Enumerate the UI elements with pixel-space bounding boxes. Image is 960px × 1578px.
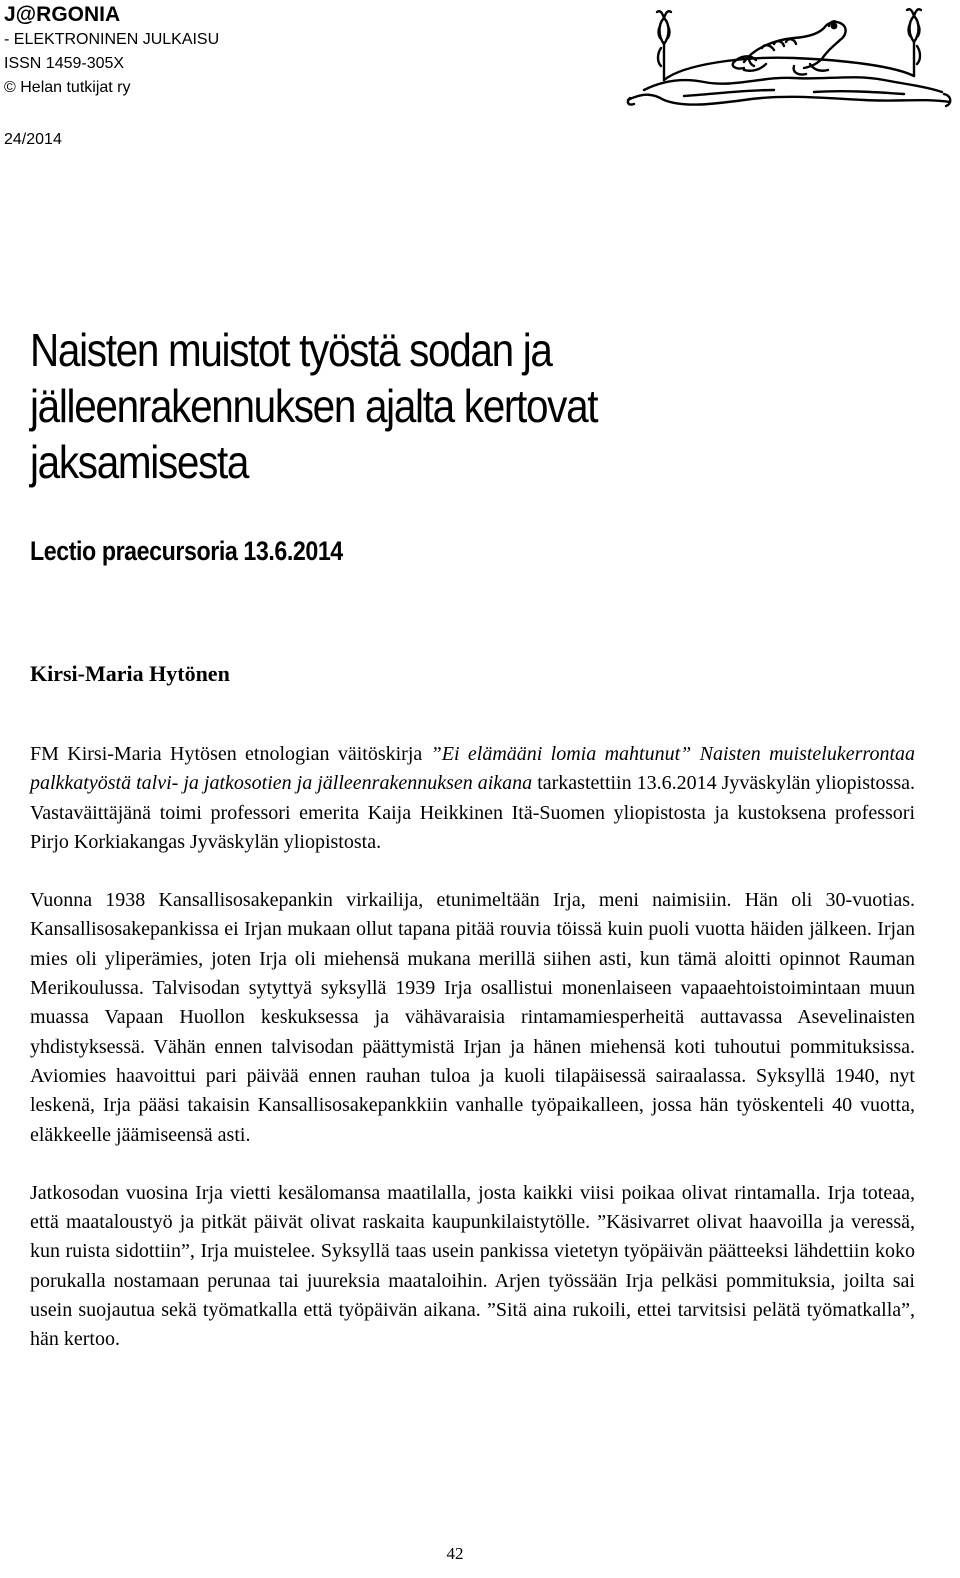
paragraph: Vuonna 1938 Kansallisosakepankin virkailija, etunimeltään Irja, meni naimisiin. Hän oli 30-vuotias. Kansallisosakepankissa ei Irjan mukaan ollut tapana pitää rouvia töissä kuin puoli vuotta häiden jälkeen. Irjan mies oli yliperämies, joten Irja oli miehensä mukana merillä siihen asti, kun tämä aloitti opinnot Rauman Merikoulussa. Talvisodan sytyttyä syksyllä 1939 Irja osallistui monenlaiseen vapaaehtoistoimintaan muun muassa Vapaan Huollon keskuksessa ja vähävaraisia rintamamiesperheitä auttavassa Asevelinaisten yhdistyksessä. Vähän ennen talvisodan päättymistä Irjan ja hänen miehensä koti tuhoutui pommituksissa. Aviomies haavoittui pari päivää ennen rauhan tuloa ja kuoli tilapäisessä sairaalassa. Syksyllä 1940, nyt leskenä, Irja pääsi takaisin Kansallisosakepankkiin vanhalle työpaikalleen, jossa hän työskenteli 40 vuotta, eläkkeelle jäämiseensä asti.	[30, 889, 915, 1146]
paragraph-text: FM Kirsi-Maria Hytösen etnologian väitöskirja	[30, 743, 431, 765]
paragraph	[30, 740, 915, 857]
frog-on-lily-pad-icon	[624, 4, 954, 110]
article-body	[30, 740, 915, 1355]
page-number: 42	[446, 1544, 464, 1563]
journal-issn: ISSN 1459-305X	[4, 55, 125, 72]
article-title-line: Naisten muistot työstä sodan ja	[30, 324, 552, 376]
article-title	[30, 322, 822, 490]
journal-subtitle: - ELEKTRONINEN JULKAISU	[4, 31, 220, 48]
journal-header	[4, 2, 219, 152]
article-subtitle: Lectio praecursoria 13.6.2014	[30, 536, 343, 566]
paragraph-text: tarkastettiin 13.6.2014 Jyväskylän yliopistossa. Vastaväittäjänä toimi professori emerita Kaija Heikkinen Itä-Suomen yliopistosta ja kustoksena professori Pirjo Korkiakangas Jyväskylän yliopistosta.	[30, 772, 915, 853]
journal-issue: 24/2014	[4, 131, 62, 148]
journal-copyright: © Helan tutkijat ry	[4, 79, 131, 96]
article-title-line: jälleenrakennuksen ajalta kertovat	[30, 380, 598, 432]
journal-name: J@RGONIA	[4, 3, 121, 26]
article-title-line: jaksamisesta	[30, 436, 249, 488]
article-author: Kirsi-Maria Hytönen	[30, 661, 230, 686]
paragraph: Jatkosodan vuosina Irja vietti kesälomansa maatilalla, josta kaikki viisi poikaa olivat rintamalla. Irja toteaa, että maataloustyö ja pitkät päivät olivat raskaita kaupunkilaistytölle. ”Käsivarret olivat haavoilla ja veressä, kun ruista sidottiin”, Irja muistelee. Syksyllä taas usein pankissa vietetyn työpäivän päätteeksi lähdettiin koko porukalla nostamaan perunaa tai juureksia maataloihin. Arjen työssään Irja pelkäsi pommituksia, joilta sai usein suojautua sekä työmatkalla että työpäivän aikana. ”Sitä aina rukoili, ettei tarvitsisi pelätä työmatkalla”, hän kertoo.	[30, 1181, 915, 1351]
dissertation-title: ”Ei elämääni lomia mahtunut” Naisten muistelukerrontaa palkkatyöstä talvi- ja jatkosotien ja jälleenrakennuksen aikana	[30, 743, 916, 795]
